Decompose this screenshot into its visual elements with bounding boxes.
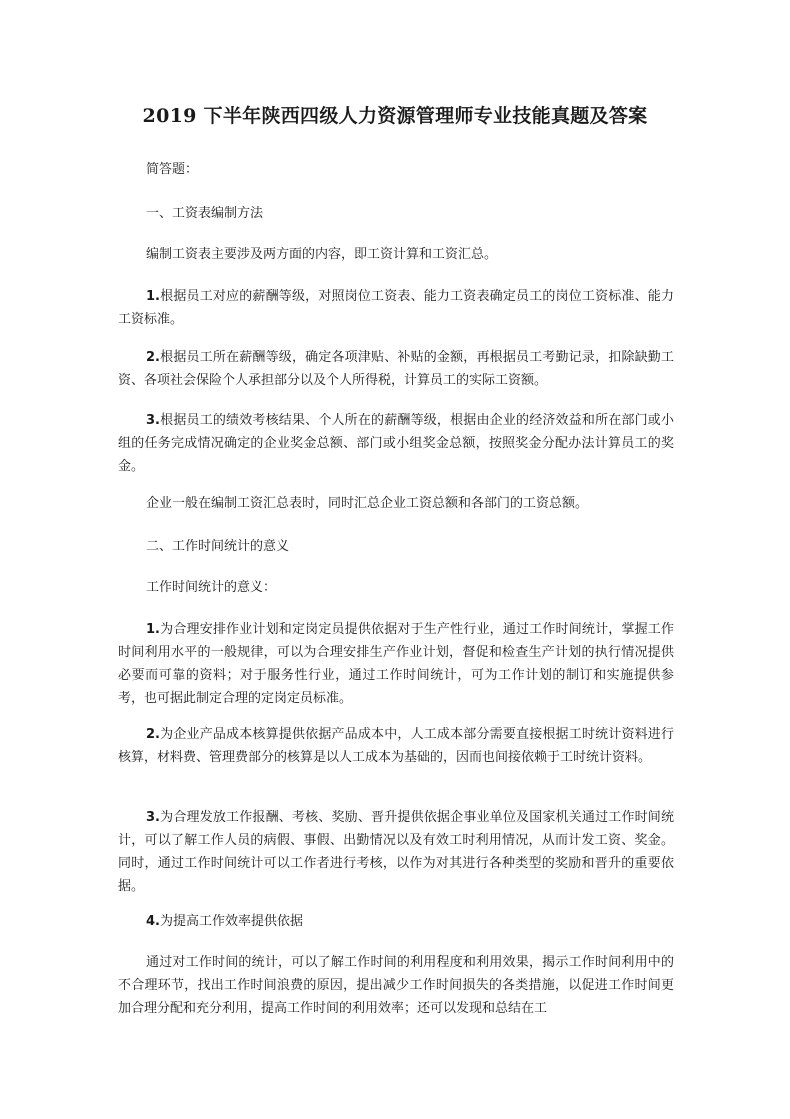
list-number: 3. (146, 810, 160, 825)
section-heading-payroll (118, 202, 674, 225)
paragraph-text: 企业一般在编制工资汇总表时，同时汇总企业工资总额和各部门的工资总额。 (146, 496, 589, 511)
list-number: 2. (146, 727, 160, 742)
paragraph-text: 为合理安排作业计划和定岗定员提供依据对于生产性行业，通过工作时间统计，掌握工作时间利用水平的一般规律，可以为合理安排生产作业计划，督促和检查生产计划的执行情况提供必要而可靠的资料；对于服务性行业，通过工作时间统计，可为工作计划的制订和实施提供参考，也可据此制定合理的定岗定员标准。 (118, 622, 674, 706)
list-item-work-time-3 (118, 806, 674, 898)
list-item-work-time-1 (118, 618, 674, 710)
paragraph-work-time-intro (118, 576, 674, 599)
list-item-payroll-3 (118, 409, 674, 478)
paragraph-text: 简答题： (146, 162, 199, 177)
paragraph-text: 根据员工所在薪酬等级，确定各项津贴、补贴的金额，再根据员工考勤记录，扣除缺勤工资、各项社会保险个人承担部分以及个人所得税，计算员工的实际工资额。 (118, 350, 674, 388)
section-heading-work-time (118, 535, 674, 558)
list-number: 2. (146, 350, 160, 365)
paragraph-text: 通过对工作时间的统计，可以了解工作时间的利用程度和利用效果，揭示工作时间利用中的不合理环节，找出工作时间浪费的原因，提出减少工作时间损失的各类措施，以促进工作时间更加合理分配和充分利用，提高工作时间的利用效率；还可以发现和总结在工 (118, 955, 674, 1016)
paragraph-work-time-efficiency (118, 951, 674, 1020)
paragraph-text: 为提高工作效率提供依据 (159, 914, 303, 929)
paragraph-text: 一、工资表编制方法 (146, 206, 264, 221)
paragraph-text: 根据员工对应的薪酬等级，对照岗位工资表、能力工资表确定员工的岗位工资标准、能力工资标准。 (118, 289, 674, 327)
list-number: 1. (146, 289, 160, 304)
document-title: 2019 下半年陕西四级人力资源管理师专业技能真题及答案 (142, 105, 648, 127)
paragraph-payroll-intro (118, 243, 674, 266)
list-number: 1. (146, 622, 160, 637)
paragraph-text: 编制工资表主要涉及两方面的内容，即工资计算和工资汇总。 (146, 247, 498, 262)
list-number: 3. (146, 413, 160, 428)
paragraph-text: 工作时间统计的意义： (146, 580, 277, 595)
list-item-payroll-2 (118, 346, 674, 392)
paragraph-payroll-summary (118, 492, 674, 515)
paragraph-text: 为合理发放工作报酬、考核、奖励、晋升提供依据企事业单位及国家机关通过工作时间统计，可以了解工作人员的病假、事假、出勤情况以及有效工时利用情况，从而计发工资、奖金。同时，通过工作时间统计可以工作者进行考核，以作为对其进行各种类型的奖励和晋升的重要依据。 (118, 810, 674, 894)
list-number: 4. (146, 914, 160, 929)
paragraph-text: 根据员工的绩效考核结果、个人所在的薪酬等级，根据由企业的经济效益和所在部门或小组的任务完成情况确定的企业奖金总额、部门或小组奖金总额，按照奖金分配办法计算员工的奖金。 (118, 413, 674, 474)
list-item-work-time-4 (118, 910, 674, 933)
list-item-payroll-1 (118, 285, 674, 331)
paragraph-text: 为企业产品成本核算提供依据产品成本中，人工成本部分需要直接根据工时统计资料进行核算，材料费、管理费部分的核算是以人工成本为基础的，因而也间接依赖于工时统计资料。 (118, 727, 674, 765)
paragraph-short-answer-heading (118, 158, 674, 181)
paragraph-text: 二、工作时间统计的意义 (146, 539, 290, 554)
list-item-work-time-2 (118, 723, 674, 769)
